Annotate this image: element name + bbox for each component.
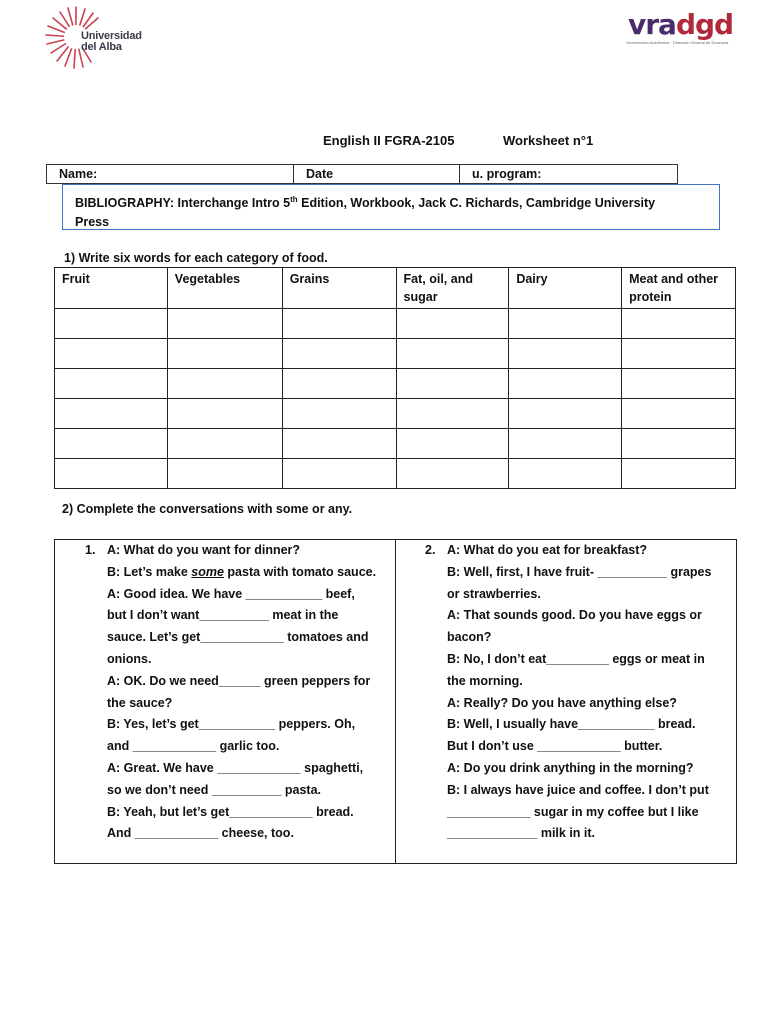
- answer-cell[interactable]: [55, 339, 168, 369]
- answer-cell[interactable]: [396, 459, 509, 489]
- example-answer: some: [191, 564, 224, 579]
- column-header-fruit: Fruit: [55, 268, 168, 309]
- table-row: [55, 429, 736, 459]
- answer-cell[interactable]: [55, 399, 168, 429]
- conversation-1: [55, 540, 396, 863]
- answer-cell[interactable]: [167, 459, 282, 489]
- answer-cell[interactable]: [167, 309, 282, 339]
- bibliography-text: BIBLIOGRAPHY: Interchange Intro 5: [75, 196, 291, 211]
- answer-cell[interactable]: [282, 429, 396, 459]
- vradgd-wordmark-b: dgd: [675, 8, 734, 41]
- conversation-line: [396, 540, 736, 562]
- food-category-table: [54, 267, 736, 489]
- answer-cell[interactable]: [622, 339, 736, 369]
- column-header-dairy: Dairy: [509, 268, 622, 309]
- conversation-line: _____________ milk in it.: [447, 826, 596, 841]
- answer-cell[interactable]: [622, 459, 736, 489]
- conversations-box: [54, 539, 737, 864]
- conversation-line: and ____________ garlic too.: [107, 739, 280, 754]
- conversation-text: A: What do you want for dinner?: [107, 543, 301, 557]
- table-row: [55, 369, 736, 399]
- answer-cell[interactable]: [282, 369, 396, 399]
- conversation-line: B: Well, I usually have___________ bread.: [447, 717, 696, 732]
- answer-cell[interactable]: [509, 399, 622, 429]
- answer-cell[interactable]: [55, 369, 168, 399]
- answer-cell[interactable]: [509, 309, 622, 339]
- conversation-line: bacon?: [447, 630, 492, 645]
- answer-cell[interactable]: [396, 369, 509, 399]
- conversation-line: B: I always have juice and coffee. I don’t put: [447, 782, 709, 797]
- question-1-title: 1) Write six words for each category of food.: [64, 251, 328, 265]
- answer-cell[interactable]: [509, 339, 622, 369]
- conversation-line: A: OK. Do we need______ green peppers for: [107, 673, 371, 688]
- answer-cell[interactable]: [509, 429, 622, 459]
- edition-superscript: th: [290, 195, 298, 204]
- table-header-row: [55, 268, 736, 309]
- conversation-line: so we don’t need __________ pasta.: [107, 782, 321, 797]
- conversation-text: A: What do you eat for breakfast?: [447, 543, 648, 557]
- answer-cell[interactable]: [622, 309, 736, 339]
- answer-cell[interactable]: [396, 399, 509, 429]
- answer-cell[interactable]: [396, 309, 509, 339]
- conversation-line: B: Well, first, I have fruit- __________ grapes: [447, 564, 712, 579]
- conversation-line: the sauce?: [107, 695, 173, 710]
- conversation-line: but I don’t want__________ meat in the: [107, 608, 339, 623]
- table-row: [55, 339, 736, 369]
- conversation-line: ____________ sugar in my coffee but I like: [447, 804, 699, 819]
- answer-cell[interactable]: [622, 429, 736, 459]
- conversation-line: A: Do you drink anything in the morning?: [447, 760, 694, 775]
- column-header-grains: Grains: [282, 268, 396, 309]
- conversation-line: But I don’t use ____________ butter.: [447, 739, 663, 754]
- vradgd-subtitle: Vicerrectoría Académica · Dirección General de Docencia: [626, 40, 729, 45]
- date-field: Date: [294, 165, 460, 183]
- universidad-del-alba-logo: [44, 4, 154, 70]
- answer-cell[interactable]: [282, 459, 396, 489]
- answer-cell[interactable]: [55, 429, 168, 459]
- conversation-line: [55, 562, 395, 584]
- table-row: [55, 399, 736, 429]
- column-header-vegetables: Vegetables: [167, 268, 282, 309]
- answer-cell[interactable]: [282, 399, 396, 429]
- conversation-number: 1.: [85, 543, 96, 557]
- question-2-title: 2) Complete the conversations with some or any.: [62, 502, 353, 516]
- answer-cell[interactable]: [622, 399, 736, 429]
- table-row: [55, 459, 736, 489]
- answer-cell[interactable]: [509, 369, 622, 399]
- conversation-line: And ____________ cheese, too.: [107, 826, 294, 841]
- course-title: English II FGRA-2105: [323, 133, 455, 148]
- name-field: Name:: [47, 165, 294, 183]
- conversation-line: A: Really? Do you have anything else?: [447, 695, 677, 710]
- answer-cell[interactable]: [167, 369, 282, 399]
- answer-cell[interactable]: [396, 429, 509, 459]
- conversation-line: B: Yes, let’s get___________ peppers. Oh,: [107, 717, 356, 732]
- conversation-line: B: No, I don’t eat_________ eggs or meat in: [447, 651, 705, 666]
- conversation-line: the morning.: [447, 673, 523, 688]
- answer-cell[interactable]: [55, 459, 168, 489]
- table-row: [55, 309, 736, 339]
- logo-text-line1: Universidad: [81, 30, 142, 42]
- conversation-line: A: Great. We have ____________ spaghetti,: [107, 760, 364, 775]
- conversation-line: [55, 540, 395, 562]
- bibliography-text-cont: Edition, Workbook, Jack C. Richards, Cambridge University: [297, 196, 656, 211]
- conversation-text: pasta with tomato sauce.: [223, 564, 377, 579]
- vradgd-wordmark: [628, 8, 733, 41]
- conversation-line: B: Yeah, but let’s get____________ bread.: [107, 804, 354, 819]
- conversation-line: sauce. Let’s get____________ tomatoes and: [107, 630, 369, 645]
- answer-cell[interactable]: [509, 459, 622, 489]
- program-field: u. program:: [472, 167, 542, 181]
- answer-cell[interactable]: [396, 339, 509, 369]
- bibliography-box: [62, 184, 720, 230]
- answer-cell[interactable]: [167, 429, 282, 459]
- bibliography-text-line2: Press: [75, 215, 110, 230]
- column-header-meat-protein: Meat and other protein: [622, 268, 736, 309]
- conversation-number: 2.: [425, 543, 436, 557]
- answer-cell[interactable]: [167, 339, 282, 369]
- answer-cell[interactable]: [167, 399, 282, 429]
- conversation-text: B: Let’s make: [107, 564, 192, 579]
- conversation-line: or strawberries.: [447, 586, 541, 601]
- student-info-row: [46, 164, 678, 184]
- conversation-line: onions.: [107, 651, 152, 666]
- answer-cell[interactable]: [55, 309, 168, 339]
- conversation-line: A: Good idea. We have ___________ beef,: [107, 586, 355, 601]
- vradgd-wordmark-a: vra: [628, 8, 676, 41]
- answer-cell[interactable]: [282, 339, 396, 369]
- conversation-line: A: That sounds good. Do you have eggs or: [447, 608, 702, 623]
- answer-cell[interactable]: [282, 309, 396, 339]
- answer-cell[interactable]: [622, 369, 736, 399]
- vradgd-logo: [624, 8, 734, 52]
- logo-text-line2: del Alba: [81, 41, 122, 53]
- conversation-2: [396, 540, 736, 863]
- worksheet-title: Worksheet n°1: [503, 133, 594, 148]
- column-header-fat-oil-sugar: Fat, oil, and sugar: [396, 268, 509, 309]
